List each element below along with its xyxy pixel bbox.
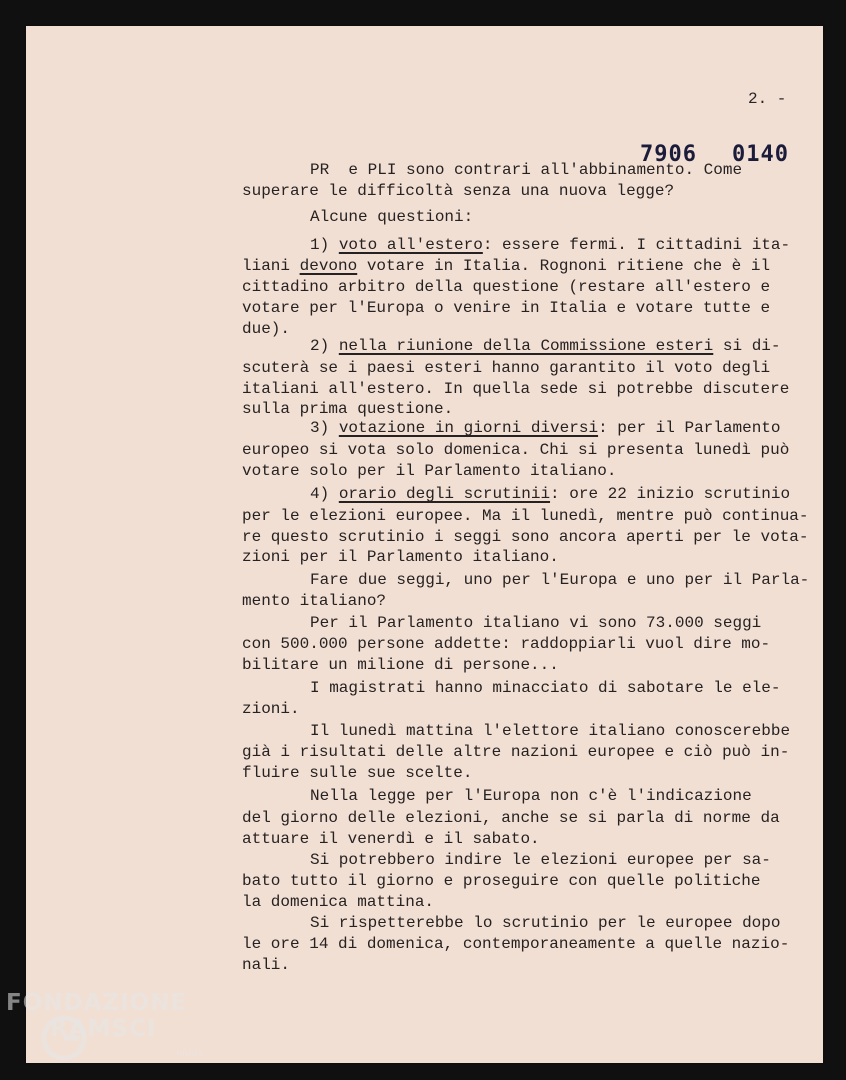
text-line: scuterà se i paesi esteri hanno garantito il voto degli [242,359,771,377]
text-line: Nella legge per l'Europa non c'è l'indicazione [310,787,752,805]
text-line: fluire sulle sue scelte. [242,764,473,782]
text-segment: : ore 22 inizio scrutinio [550,485,791,503]
underlined-heading: nella riunione della Commissione esteri [338,337,714,355]
text-line [310,336,781,356]
text-line: Si rispetterebbe lo scrutinio per le europee dopo [310,914,781,932]
text-line: sulla prima questione. [242,400,454,418]
text-line: con 500.000 persone addette: raddoppiarli vuol dire mo- [242,635,771,653]
text-line: italiani all'estero. In quella sede si potrebbe discutere [242,380,790,398]
text-segment: 1) [310,236,339,254]
text-line: bato tutto il giorno e proseguire con quelle politiche [242,872,761,890]
logo-line-3: onlus [176,1048,203,1059]
text-line [310,484,790,504]
text-line: Fare due seggi, uno per l'Europa e uno per il Parla- [310,571,810,589]
logo-line-2: RAMSCI [50,1016,157,1042]
text-line: del giorno delle elezioni, anche se si parla di norme da [242,809,780,827]
underlined-heading: votazione in giorni diversi [338,419,599,437]
text-segment: : per il Parlamento [598,419,781,437]
underlined-heading: voto all'estero [338,236,483,254]
text-line: bilitare un milione di persone... [242,656,559,674]
text-segment: 4) [310,485,339,503]
text-line: Il lunedì mattina l'elettore italiano conoscerebbe [310,722,791,740]
text-line [310,235,790,255]
text-line: per le elezioni europee. Ma il lunedì, mentre può continua- [242,507,809,525]
text-segment: votare in Italia. Rognoni ritiene che è il [357,257,771,275]
text-segment: si di- [713,337,781,355]
text-line: due). [242,320,291,338]
text-line: la domenica mattina. [242,893,435,911]
archive-stamp-left: 7906 [640,142,697,167]
text-line: votare per l'Europa o venire in Italia e votare tutte e [242,299,771,317]
text-segment: : essere fermi. I cittadini ita- [482,236,791,254]
text-line: Alcune questioni: [310,208,474,226]
text-line: PR e PLI sono contrari all'abbinamento. Come [310,161,743,179]
underlined-heading: devono [299,257,358,275]
text-line: I magistrati hanno minacciato di sabotare le ele- [310,679,781,697]
text-line: nali. [242,956,291,974]
text-segment: liani [242,257,300,275]
underlined-heading: orario degli scrutinii [338,485,551,503]
text-line: mento italiano? [242,592,387,610]
text-line: re questo scrutinio i seggi sono ancora aperti per le vota- [242,528,809,546]
text-line: europeo si vota solo domenica. Chi si presenta lunedì può [242,441,790,459]
text-line: superare le difficoltà senza una nuova legge? [242,182,675,200]
text-line: attuare il venerdì e il sabato. [242,830,540,848]
text-line: Si potrebbero indire le elezioni europee per sa- [310,851,771,869]
text-line [242,256,770,276]
text-line: zioni per il Parlamento italiano. [242,548,559,566]
archive-stamp-right: 0140 [732,142,789,167]
text-segment: 2) [310,337,339,355]
logo-line-1: FONDAZIONE [6,990,188,1016]
fondazione-gramsci-logo [6,990,203,1059]
text-line: già i risultati delle altre nazioni europee e ciò può in- [242,743,790,761]
text-line: zioni. [242,700,300,718]
page-number: 2. - [748,90,787,108]
gramsci-g-icon [40,1014,88,1062]
text-line: Per il Parlamento italiano vi sono 73.000 seggi [310,614,762,632]
text-segment: 3) [310,419,339,437]
text-line: cittadino arbitro della questione (restare all'estero e [242,278,771,296]
text-line: votare solo per il Parlamento italiano. [242,462,617,480]
text-line: le ore 14 di domenica, contemporaneamente a quelle nazio- [242,935,790,953]
text-line [310,418,781,438]
